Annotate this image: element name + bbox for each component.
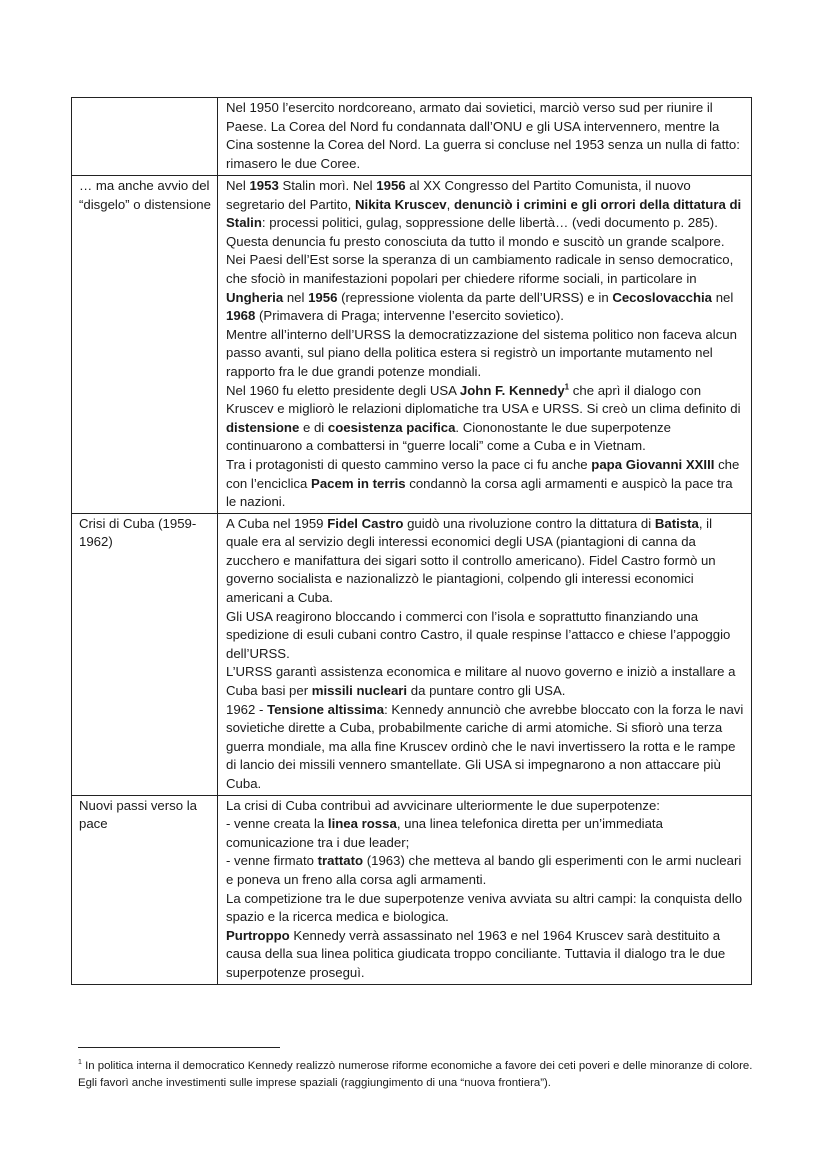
bold-text: distensione [226, 419, 300, 435]
topic-label: Crisi di Cuba (1959-1962) [79, 515, 197, 550]
text-run: La crisi di Cuba contribuì ad avvicinare ulteriormente le due superpotenze: [226, 797, 660, 813]
topic-cell [72, 98, 218, 176]
text-run: condannò la corsa agli armamenti e auspicò la pace tra le nazioni. [226, 475, 733, 510]
paragraph [226, 927, 745, 983]
footnote-separator [78, 1047, 280, 1048]
bold-text: Tensione altissima [267, 701, 385, 717]
bold-text: Ungheria [226, 289, 284, 305]
text-run: nel [712, 289, 734, 305]
bold-text: Fidel Castro [327, 515, 404, 531]
table-row [72, 98, 752, 176]
text-run: nel [283, 289, 309, 305]
paragraph [226, 382, 745, 456]
paragraph [226, 251, 745, 325]
text-run: : processi politici, gulag, soppressione delle libertà… (vedi documento p. 285). Questa denuncia fu presto conosciuta da tutto il mondo e suscitò un grande scalpore. [226, 215, 725, 249]
text-run: - venne creata la [226, 816, 328, 832]
text-run: (repressione violenta da parte dell’URSS) e in [337, 289, 613, 305]
topic-cell [72, 795, 218, 984]
bold-text: coesistenza pacifica [327, 419, 456, 435]
table-row [72, 176, 752, 514]
paragraph [226, 608, 745, 664]
text-run: La competizione tra le due superpotenze veniva avviata su altri campi: la conquista dello spazio e la ricerca medica e biologica. [226, 890, 743, 925]
text-run: che aprì il dialogo con Kruscev e migliorò le relazioni diplomatiche tra USA e URSS. Si creò un clima definito di [226, 382, 741, 417]
content-cell [218, 795, 752, 984]
text-run: , il quale era al servizio degli interessi economici degli USA (piantagioni di canna da zucchero e manifattura dei sigari sotto il controllo americano). Fidel Castro formò un governo socialista e nazionalizzò le piantagioni, colpendo gli interessi economici americani a Cuba. [226, 515, 716, 606]
text-run: Stalin morì. Nel [278, 178, 377, 193]
text-run: - venne firmato [226, 853, 318, 869]
bold-text: papa Giovanni XXIII [591, 456, 715, 472]
text-run: Tra i protagonisti di questo cammino verso la pace ci fu anche [226, 456, 592, 472]
text-run: e di [299, 419, 328, 435]
text-run: Nei Paesi dell’Est sorse la speranza di un cambiamento radicale in senso democratico, che sfociò in manifestazioni popolari per chiedere riforme sociali, in particolare in [226, 252, 734, 286]
bold-text: Batista [654, 515, 699, 531]
footnote [78, 1058, 758, 1092]
text-run: A Cuba nel 1959 [226, 515, 328, 531]
bold-text: trattato [317, 853, 364, 869]
text-run: 1962 - [226, 701, 268, 717]
paragraph [226, 326, 745, 382]
history-table [71, 97, 752, 985]
bold-text: 1956 [308, 289, 338, 305]
footnote-text: In politica interna il democratico Kennedy realizzò numerose riforme economiche a favore dei ceti poveri e delle minoranze di colore. Egli favorì anche investimenti sulle imprese spaziali (raggiungimento di una “nuova frontiera”). [78, 1060, 753, 1089]
bold-text: Pacem in terris [311, 475, 406, 491]
bold-text: 1956 [376, 178, 406, 193]
paragraph [226, 701, 745, 794]
paragraph [226, 456, 745, 512]
bold-text: 1953 [249, 178, 279, 193]
footnote-ref: 1 [564, 382, 570, 392]
topic-cell [72, 176, 218, 514]
bold-text: John F. Kennedy [459, 382, 565, 398]
bold-text: Purtroppo [226, 927, 290, 943]
paragraph [226, 515, 745, 608]
text-run: : Kennedy annunciò che avrebbe bloccato con la forza le navi sovietiche dirette a Cuba, probabilmente cariche di armi atomiche. Si sfiorò una terza guerra mondiale, ma alla fine Kruscev ordinò che le navi invertissero la rotta e le rampe di lancio dei missili vennero smantellate. Gli USA si impegnarono a non attaccare più Cuba. [226, 701, 744, 791]
bold-text: denunciò i crimini e gli orrori della dittatura di Stalin [226, 196, 742, 231]
bold-text: 1968 [226, 308, 256, 324]
topic-label: … ma anche avvio del “disgelo” o distensione [79, 178, 211, 212]
bold-text: Cecoslovacchia [612, 289, 713, 305]
table-row [72, 795, 752, 984]
paragraph [226, 890, 745, 927]
text-run: Kennedy verrà assassinato nel 1963 e nel 1964 Kruscev sarà destituito a causa della sua linea politica giudicata troppo conciliante. Tuttavia il dialogo tra le due superpotenze proseguì. [226, 927, 726, 980]
paragraph [226, 797, 745, 816]
paragraph [226, 99, 745, 173]
text-run: L’URSS garantì assistenza economica e militare al nuovo governo e iniziò a installare a Cuba basi per [226, 664, 736, 699]
text-run: (1963) che metteva al bando gli esperimenti con le armi nucleari e poneva un freno alla corsa agli armamenti. [226, 853, 742, 887]
bold-text: missili nucleari [311, 683, 408, 699]
bold-text: Nikita Kruscev [355, 196, 447, 212]
text-run: Nel 1960 fu eletto presidente degli USA [226, 382, 460, 398]
bold-text: linea rossa [327, 816, 397, 832]
text-run: (Primavera di Praga; intervenne l’esercito sovietico). [255, 308, 564, 324]
text-run: Nel [226, 178, 250, 193]
paragraph [226, 852, 745, 889]
text-run: che con l’enciclica [226, 456, 740, 491]
text-run: guidò una rivoluzione contro la dittatura di [403, 515, 655, 531]
paragraph [226, 815, 745, 852]
text-run: Mentre all’interno dell’URSS la democratizzazione del sistema politico non faceva alcun passo avanti, sul piano della politica estera si registrò un importante mutamento nel rapporto fra le due grandi potenze mondiali. [226, 326, 737, 379]
footnote-number: 1 [78, 1059, 82, 1067]
text-run: , [446, 196, 454, 212]
text-run: . Ciononostante le due superpotenze continuarono a combattersi in “guerre locali” come a Cuba e in Vietnam. [226, 419, 671, 454]
topic-cell [72, 513, 218, 795]
content-cell [218, 513, 752, 795]
text-run: , una linea telefonica diretta per un’immediata comunicazione tra i due leader; [226, 816, 663, 850]
text-run: al XX Congresso del Partito Comunista, il nuovo segretario del Partito, [226, 178, 691, 212]
text-run: da puntare contro gli USA. [407, 683, 566, 699]
paragraph [226, 663, 745, 700]
topic-label: Nuovi passi verso la pace [79, 797, 198, 832]
content-cell [218, 98, 752, 176]
paragraph [226, 177, 745, 251]
text-run: Nel 1950 l’esercito nordcoreano, armato dai sovietici, marciò verso sud per riunire il Paese. La Corea del Nord fu condannata dall’ONU e gli USA intervennero, mentre la Cina sostenne la Corea del Nord. La guerra si concluse nel 1953 senza un nulla di fatto: rimasero le due Coree. [226, 100, 740, 171]
table-row [72, 513, 752, 795]
content-cell [218, 176, 752, 514]
text-run: Gli USA reagirono bloccando i commerci con l’isola e soprattutto finanziando una spedizione di esuli cubani contro Castro, il quale respinse l’attacco e chiese l’appoggio dell’URSS. [226, 608, 731, 661]
